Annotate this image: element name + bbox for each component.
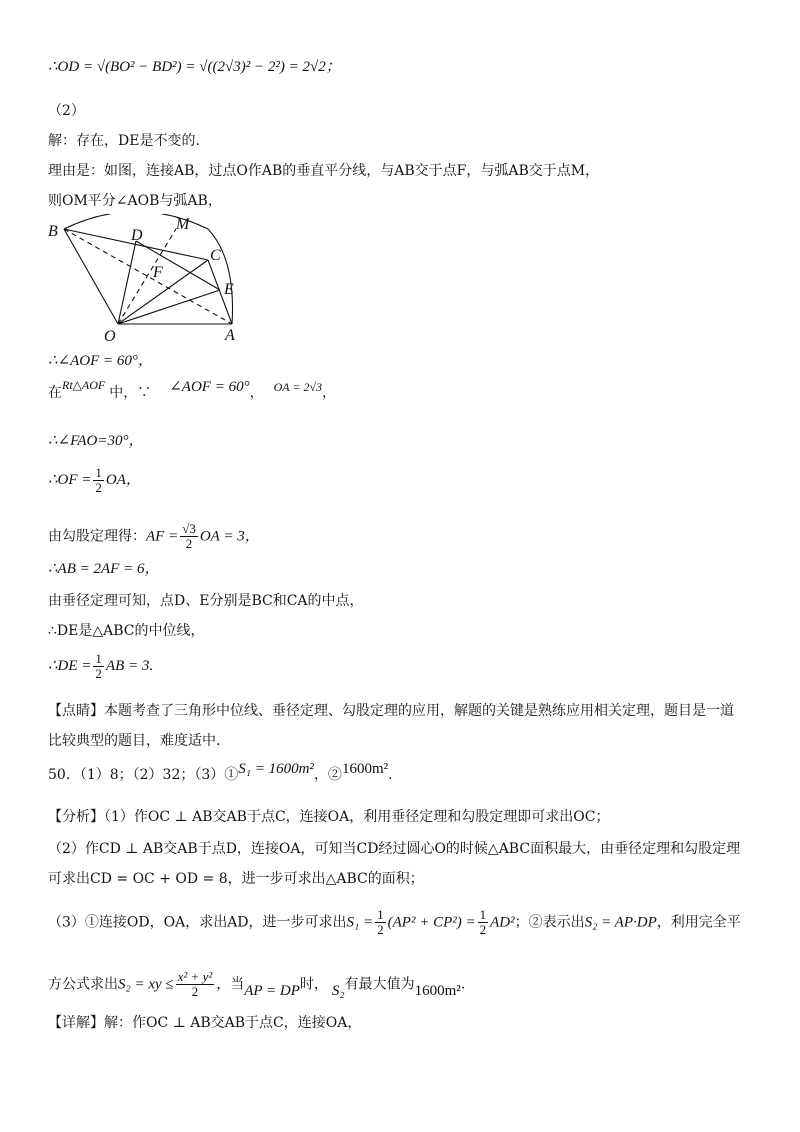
label-m: M [176,216,190,233]
of-eq: ∴OF = [48,471,92,488]
answer-sep: ，② [313,767,342,783]
label-b: B [48,223,58,240]
analysis-line-3: 可求出CD = OC + OD = 8，进一步可求出△ABC的面积； [48,871,424,887]
s1-value: S₁ = 1600m² [238,761,314,777]
frac-den: 2 [95,666,102,681]
step3-text-2: ；②表示出 [514,914,585,931]
part-2-label: （2） [48,103,85,119]
analysis-line-5 [48,970,465,999]
angle-fao-line: ∴∠FAO=30°， [48,433,144,449]
frac-den: 2 [185,536,193,551]
ad-squared: AD² [490,914,515,931]
text-zhong: 中，∵ [109,385,152,401]
label-a: A [225,327,235,344]
fraction-sqrt3 [180,522,198,551]
answer-50-text: 50．（1）8；（2）32；（3）① [48,767,239,783]
od-calculation: ∴OD = √(BO² − BD²) = √((2√3)² − 2²) = 2√2； [48,59,341,75]
frac-den: 2 [191,984,199,999]
s2-label: S₂ [331,982,345,999]
angle-60: ∠AOF = 60° [169,379,250,395]
fraction-half-a [375,908,386,937]
comma-1: ， [249,385,264,401]
midpoint-line: 由垂径定理可知，点D、E分别是BC和CA的中点， [48,593,364,609]
line-end: . [460,976,466,993]
af-eq: AF = [146,528,179,545]
frac-num: 1 [479,907,487,922]
ap-eq-dp: AP = DP [244,982,300,999]
fraction-xy [176,970,215,999]
shi-text: 时， [299,976,328,993]
triangle-aof-line [48,378,337,401]
s1-sum: (AP² + CP²) = [387,914,476,931]
detail-line: 【详解】解：作OC ⊥ AB交AB于点C，连接OA， [48,1015,362,1031]
fraction-half-b [478,908,489,937]
area-value: 1600m² [341,761,389,777]
fraction-half [93,466,104,495]
s1-eq: S₁ = [346,914,374,931]
geometry-figure [46,214,256,344]
de-line [48,652,153,681]
midline-line: ∴DE是△ABC的中位线， [48,623,205,639]
reason-line: 理由是：如图，连接AB，过点O作AB的垂直平分线，与AB交于点F，与弧AB交于点M， [48,163,600,179]
max-value: 1600m² [414,982,461,999]
ab-line: ∴AB = 2AF = 6， [48,561,160,577]
fraction-half [93,652,104,681]
frac-num: 1 [95,651,102,666]
de-result: AB = 3. [105,657,154,674]
frac-den: 2 [95,480,102,495]
max-text: 有最大值为 [344,976,415,993]
segment-om-dashed [118,229,176,324]
analysis-line-4 [48,908,741,937]
angle-aof-line: ∴∠AOF = 60°， [48,353,153,369]
analysis-line-2: （2）作CD ⊥ AB交AB于点D，连接OA，可知当CD经过圆心O的时候△ABC面积最大，由垂径定理和勾股定理 [48,841,741,857]
frac-num: 1 [95,465,102,480]
s2-eq: S₂ = AP·DP [584,914,657,931]
af-result: OA = 3， [199,528,260,545]
of-line [48,466,141,495]
text-zai: 在 [48,385,62,401]
s2-ineq: S₂ = xy ≤ [118,976,174,993]
frac-num: √3 [182,521,196,536]
bisect-line: 则OM平分∠AOB与弧AB， [48,193,222,209]
when-text: ，当 [216,976,245,993]
oa-value: OA = 2√3 [273,380,323,394]
label-d: D [131,227,143,244]
af-line [48,522,260,551]
dianjing-line-2: 比较典型的题目，难度适中. [48,733,221,749]
frac-num: 1 [377,907,384,922]
pythagoras-text: 由勾股定理得： [48,528,146,545]
frac-num: x² + y² [177,969,213,984]
comma-2: ， [322,385,337,401]
solution-line: 解：存在，DE是不变的. [48,133,200,149]
segment-od [118,241,136,324]
de-eq: ∴DE = [48,657,92,674]
label-c: C [210,247,221,264]
dianjing-line-1: 【点睛】本题考查了三角形中位线、垂径定理、勾股定理的应用，解题的关键是熟练应用相关定理，题目是一道 [48,703,734,719]
segment-oc [118,260,208,324]
label-f: F [153,264,163,281]
rt-aof: Rt△AOF [62,378,106,392]
segment-ab-dashed [64,229,232,324]
analysis-line-1: 【分析】（1）作OC ⊥ AB交AB于点C，连接OA，利用垂径定理和勾股定理即可求出OC； [48,809,610,825]
arc-ab [64,214,233,324]
answer-50-line [48,761,393,783]
step3-text-3: ，利用完全平 [656,914,741,931]
segment-de [136,241,220,290]
segment-oe [118,290,220,324]
label-o: O [104,328,116,344]
step3-text: （3）①连接OD，OA，求出AD，进一步可求出 [48,914,347,931]
of-oa: OA， [105,471,141,488]
frac-den: 2 [479,922,487,937]
frac-den: 2 [377,922,384,937]
answer-end: . [388,767,393,783]
label-e: E [224,281,234,298]
segment-ob [64,229,118,324]
formula-text: 方公式求出 [48,976,118,993]
